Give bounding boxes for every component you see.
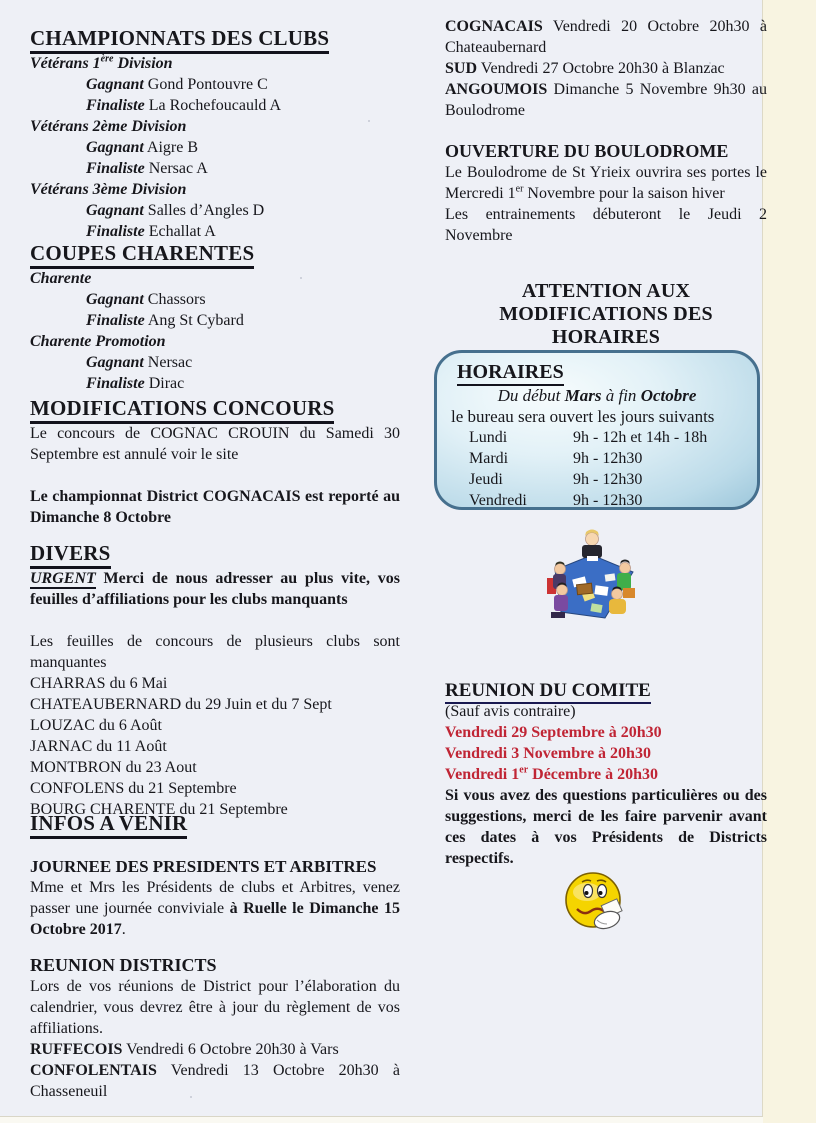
division-name: Vétérans 2ème Division xyxy=(30,118,187,135)
schedule-row: Jeudi 9h - 12h30 xyxy=(469,471,643,488)
thinking-smiley-icon xyxy=(563,868,633,941)
modifications-para1: Le concours de COGNAC CROUIN du Samedi 30 Septembre est annulé voir le site xyxy=(30,425,400,463)
modifications-para2: Le championnat District COGNACAIS est reporté au Dimanche 8 Octobre xyxy=(30,488,400,526)
horaires-box xyxy=(434,350,760,510)
comite-date: Vendredi 3 Novembre à 20h30 xyxy=(445,745,651,762)
scan-right-edge xyxy=(762,0,816,1123)
section-championnats xyxy=(30,26,400,242)
journee-body: Mme et Mrs les Présidents de clubs et Arbitres, venez passer une journée conviviale à Ruelle le Dimanche 15 Octobre 2017. xyxy=(30,879,400,938)
modifications-title: MODIFICATIONS CONCOURS xyxy=(30,396,400,421)
district-meeting-line: ANGOUMOIS Dimanche 5 Novembre 9h30 au Boulodrome xyxy=(445,81,767,119)
section-comite xyxy=(445,680,767,869)
divers-urgent: URGENT Merci de nous adresser au plus vite, vos feuilles d’affiliations pour les clubs manquants xyxy=(30,570,400,608)
club-line: CHARRAS du 6 Mai xyxy=(30,675,168,692)
infos-title: INFOS A VENIR xyxy=(30,811,400,836)
coupe-name: Charente Promotion xyxy=(30,333,166,350)
comite-date: Vendredi 1er Décembre à 20h30 xyxy=(445,764,659,783)
spacer xyxy=(30,610,400,631)
section-modifications xyxy=(30,396,400,528)
ouverture-body2: Les entrainements débuteront le Jeudi 2 Novembre xyxy=(445,206,767,244)
finaliste-line: Finaliste Dirac xyxy=(86,375,185,392)
coupes-title: COUPES CHARENTES xyxy=(30,241,400,266)
scan-bottom-edge xyxy=(0,1116,763,1123)
section-ouverture xyxy=(445,140,767,246)
spacer xyxy=(30,838,400,856)
horaires-title: HORAIRES xyxy=(457,362,757,383)
schedule-row: Vendredi 9h - 12h30 xyxy=(469,492,643,509)
districts-title: REUNION DISTRICTS xyxy=(30,955,217,975)
districts-line: CONFOLENTAIS Vendredi 13 Octobre 20h30 à Chasseneuil xyxy=(30,1062,400,1100)
finaliste-line: Finaliste La Rochefoucauld A xyxy=(86,97,282,114)
schedule-row: Mardi 9h - 12h30 xyxy=(469,450,643,467)
gagnant-line: Gagnant Chassors xyxy=(86,291,206,308)
spacer xyxy=(30,465,400,486)
districts-line: RUFFECOIS Vendredi 6 Octobre 20h30 à Vars xyxy=(30,1041,339,1058)
meeting-table-icon xyxy=(545,528,637,629)
coupe-name: Charente xyxy=(30,270,92,287)
club-line: MONTBRON du 23 Aout xyxy=(30,759,197,776)
district-meeting-line: COGNACAIS Vendredi 20 Octobre 20h30 à Chateaubernard xyxy=(445,18,767,56)
journee-title: JOURNEE DES PRESIDENTS ET ARBITRES xyxy=(30,857,377,876)
schedule-row: Lundi 9h - 12h et 14h - 18h xyxy=(469,429,708,446)
divers-para: Les feuilles de concours de plusieurs clubs sont manquantes xyxy=(30,633,400,671)
finaliste-line: Finaliste Ang St Cybard xyxy=(86,312,244,329)
club-line: LOUZAC du 6 Août xyxy=(30,717,162,734)
championnats-group-veterans1 xyxy=(30,53,400,116)
division-name: Vétérans 1ère Division xyxy=(30,53,173,72)
ouverture-body: Le Boulodrome de St Yrieix ouvrira ses portes le Mercredi 1er Novembre pour la saison hiver xyxy=(445,164,767,202)
comite-title: REUNION DU COMITE xyxy=(445,680,767,702)
finaliste-line: Finaliste Nersac A xyxy=(86,160,208,177)
championnats-group-veterans2 xyxy=(30,116,400,179)
attention-line: MODIFICATIONS DES HORAIRES xyxy=(499,303,713,348)
section-coupes xyxy=(30,241,400,394)
coupes-group-charente-promotion xyxy=(30,331,400,394)
club-line: JARNAC du 11 Août xyxy=(30,738,167,755)
comite-date: Vendredi 29 Septembre à 20h30 xyxy=(445,724,662,741)
districts-body: Lors de vos réunions de District pour l’élaboration du calendrier, vous devrez être à jour du règlement de vos affiliations. xyxy=(30,978,400,1037)
section-districts-continuation xyxy=(445,16,767,121)
finaliste-line: Finaliste Echallat A xyxy=(86,223,216,240)
horaires-subtitle: Du début Mars à fin Octobre xyxy=(497,386,697,405)
gagnant-line: Gagnant Salles d’Angles D xyxy=(86,202,265,219)
gagnant-line: Gagnant Aigre B xyxy=(86,139,199,156)
spacer xyxy=(30,940,400,954)
ouverture-title: OUVERTURE DU BOULODROME xyxy=(445,141,729,161)
club-line: CHATEAUBERNARD du 29 Juin et du 7 Sept xyxy=(30,696,332,713)
gagnant-line: Gagnant Nersac xyxy=(86,354,193,371)
club-line: BOURG CHARENTE du 21 Septembre xyxy=(30,801,288,818)
club-line: CONFOLENS du 21 Septembre xyxy=(30,780,237,797)
attention-line: ATTENTION AUX xyxy=(521,280,691,302)
coupes-group-charente xyxy=(30,268,400,331)
divers-title: DIVERS xyxy=(30,541,400,566)
district-meeting-line: SUD Vendredi 27 Octobre 20h30 à Blanzac xyxy=(445,60,725,77)
section-divers xyxy=(30,541,400,820)
championnats-title: CHAMPIONNATS DES CLUBS xyxy=(30,26,400,51)
section-infos xyxy=(30,811,400,1102)
horaires-intro: le bureau sera ouvert les jours suivants xyxy=(451,407,715,426)
comite-body: Si vous avez des questions particulières ou des suggestions, merci de les faire parvenir avant ces dates à vos Présidents de Districts respectifs. xyxy=(445,787,767,867)
division-name: Vétérans 3ème Division xyxy=(30,181,187,198)
championnats-group-veterans3 xyxy=(30,179,400,242)
comite-note: (Sauf avis contraire) xyxy=(445,703,576,720)
gagnant-line: Gagnant Gond Pontouvre C xyxy=(86,76,268,93)
